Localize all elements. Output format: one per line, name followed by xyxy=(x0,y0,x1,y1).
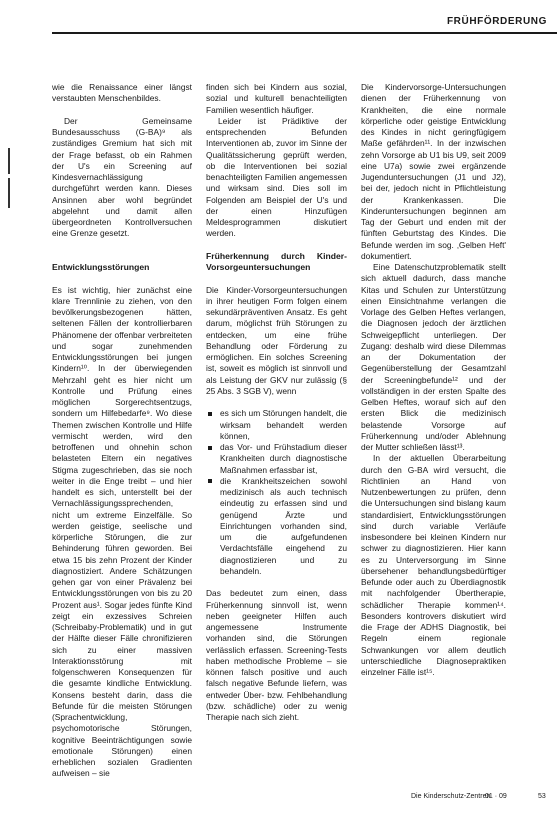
list-item: es sich um Störungen handelt, die wirksam behandelt werden können, xyxy=(206,408,347,442)
paragraph: Die Kinder-Vorsorgeuntersuchungen in ihrer heutigen Form folgen einem sekundärpräventiven Ansatz. Es geht darum, möglichst früh Störungen zu entdecken, um eine frühe Behandlung oder Förderung zu ermöglichen. Ein solches Screening ist, soweit es möglich ist sinnvoll und als Leistung der GKV nur zulässig (§ 25 Abs. 3 SGB V), wenn xyxy=(206,284,347,396)
margin-bar xyxy=(8,148,10,174)
paragraph: In der aktuellen Überarbeitung durch den G-BA wird versucht, die Richtlinien an Hand von Nutzenbewertungen zu prüfen, denn die Untersuchungen sind bislang kaum standardisiert, Entwicklungsstörungen sind durch variable Verläufe insbesondere bei kleinen Kindern nur schwer zu diagnostizieren. Hier kann es zu Unterversorgung im Sinne übersehener behandlungsbedürftiger Befunde oder auch zu Überdiagnostik mit nachfolgender Übertherapie, schädlicher Therapie kommen¹⁴. Besonders kontrovers diskutiert wird die Frage der ADHS Diagnostik, bei Regeln einem regionale Schwankungen vor allem deutlich unterschiedliche Diagnosepraktiken einzelner Fälle ist¹⁵. xyxy=(361,453,506,677)
paragraph: Der Gemeinsame Bundesausschuss (G-BA)⁹ als zuständiges Gremium hat sich mit der Frage befasst, ob ein Rahmen der U's ein Screening auf Kindesvernachlässigung durchgeführt werden kann. Dieses Ansinnen aber wohl begründet abgelehnt und damit allen übergeordneten Kontrollversuchen eine Grenze gesetzt. xyxy=(52,115,192,239)
column-right xyxy=(361,82,506,678)
paragraph: Das bedeutet zum einen, dass Früherkennung sinnvoll ist, wenn neben geeigneter Hilfen auch angemessene Instrumente vorhanden sind, die Störungen verlässlich erfassen. Screening-Tests haben methodische Probleme – sie können falsch positive und auch falsch negative Befunde liefern, was entweder Über- bzw. Fehlbehandlung (bzw. schädliche) oder zu wenig Therapie nach sich zieht. xyxy=(206,588,347,722)
section-heading: Entwicklungsstörungen xyxy=(52,262,150,272)
page-footer xyxy=(390,790,555,804)
paragraph: Leider ist Prädiktive der entsprechenden Befunden Interventionen ab, zuvor im Sinne der Qualitätssicherung geprüft werden, ob die Interventionen bei sozial benachteiligten Familien angemessen und wirksam sind. Dies soll im Folgenden am Beispiel der U's und der einen Hinzufügen Meldesprogrammen diskutiert werden. xyxy=(206,115,347,239)
bullet-list xyxy=(206,408,347,577)
column-middle xyxy=(206,82,347,723)
paragraph: finden sich bei Kindern aus sozial, sozial und kulturell benachteiligten Familien wesentlich häufiger. xyxy=(206,82,347,115)
list-item: das Vor- und Frühstadium dieser Krankheiten durch diagnostische Maßnahmen erfassbar ist, xyxy=(206,442,347,476)
issue-number: 01 · 09 xyxy=(485,793,507,800)
paragraph: Eine Datenschutzproblematik stellt sich aktuell dadurch, dass manche Kitas und Schulen zur Unterstützung einen Einsichtnahme verlangen die Vorlage des Gelben Heftes verlangen, die Diagnosen jedoch der ärztlichen Schweigepflicht unterliegen. Der Zugang: deshalb wird diese Dilemmas an der Dokumentation der Gegenüberstellung der Gesamtzahl der Screeningbefunde¹² und der vollständigen in der ersten Spalte des Gelben Heftes, worauf sich auf den ersten Blick die medizinisch belastende Vorsorge auf Früherkennung und/oder Ablehnung der Mutter schließen lässt¹³. xyxy=(361,262,506,452)
paragraph: Die Kindervorsorge-Untersuchungen dienen der Früherkennung von Krankheiten, die eine normale körperliche oder geistige Entwicklung des Kindes in nicht geringfügigem Maße gefährden¹¹. In der inzwischen zehn Vorsorge ab U1 bis U9, seit 2009 eine U7a) sowie zwei ergänzende Jugenduntersuchungen (J1 und J2), bei der, jedoch nicht in Pflichtleistung der Krankenkassen. Die Kinderuntersuchungen beginnen am Tag der Geburt und enden mit der fünften Geburtstag des Kindes. Die Befunde werden im sog. ‚Gelben Heft' dokumentiert. xyxy=(361,82,506,261)
paragraph: Es ist wichtig, hier zunächst eine klare Trennlinie zu ziehen, von den bevölkerungsbezogenen hätten, seltenen Fällen der kontrollierbaren Phänomene der offenbar verbreiteten und sogar zunehmenden Entwicklungsstörungen bei jungen Kindern¹⁰. In der überwiegenden Mehrzahl geht es hier nicht um Kontrolle und Prüfung eines möglichen Sorgerechtsentzugs, sondern um Hilfebedarfe⁹. Wo diese Themen zwischen Kontrolle und Hilfe vermischt werden, wird den betroffenen und ohnehin schon belasteten Eltern ein negatives Stigma zugeschrieben, das sie noch weiter in die Enge treibt – und hier handelt es sich, unterstellt bei der Vernachlässigungssprechenden, nicht um extreme Einzelfälle. So werden geistige, seelische und körperliche Störungen, die zur Behinderung führen geworden. Bei etwa 15 bis zehn Prozent der Kinder diagnostiziert. Andere Schätzungen gehen gar von einer Prävalenz bei Entwicklungsstörungen von bis zu 20 Prozent aus¹. Sogar jedes fünfte Kind zeigt ein exzessives Schreien (Schreibaby-Problematik) und in gut der Hälfte dieser Fälle chronifizieren sich zu einer massiven Interaktionsstörung mit folgenschweren Konsequenzen für die gesamte kindliche Entwicklung. Konsens besteht darin, dass die Befunde für die meisten Störungen (Sprachentwicklung, psychomotorische Störungen, kognitive Beeinträchtigungen sowie emotionale Störungen) einen erheblichen sozialen Gradienten aufweisen – sie xyxy=(52,284,192,779)
column-left xyxy=(52,82,192,780)
list-item: die Krankheitszeichen sowohl medizinisch als auch technisch eindeutig zu erfassen sind und genügend Ärzte und Einrichtungen vorhanden sind, um die aufgefundenen Verdachtsfälle eingehend zu diagnostizieren und zu behandeln. xyxy=(206,476,347,577)
paragraph: wie die Renaissance einer längst verstaubten Menschenbildes. xyxy=(52,82,192,104)
margin-bar xyxy=(8,178,10,208)
header-rule xyxy=(52,32,557,34)
journal-name: Die Kinderschutz-Zentren xyxy=(411,793,491,800)
section-label: FRÜHFÖRDERUNG xyxy=(437,14,557,30)
section-heading: Früherkennung durch Kinder-Vorsorgeuntersuchungen xyxy=(206,250,347,272)
page-number: 53 xyxy=(538,793,546,800)
